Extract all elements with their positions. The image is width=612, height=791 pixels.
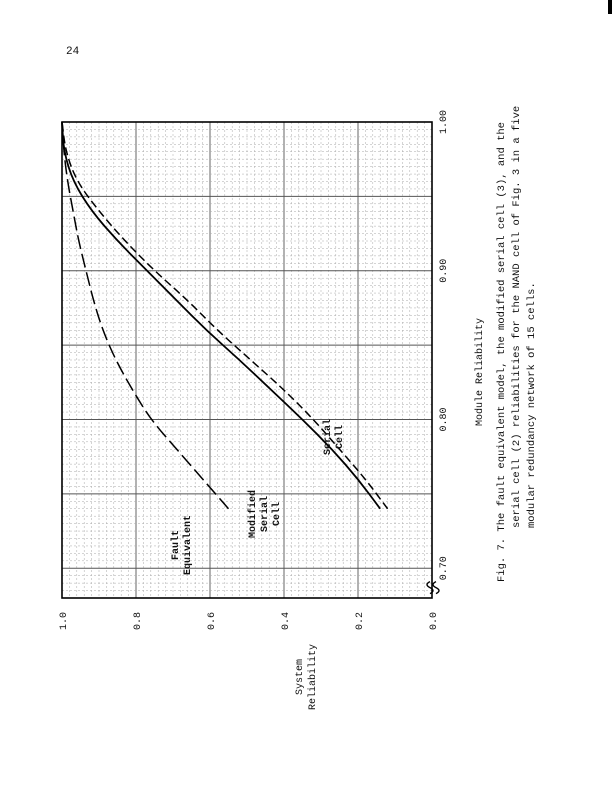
y-axis-label (295, 644, 319, 710)
x-axis-label: Module Reliability (475, 317, 486, 427)
caption-line-1: Fig. 7. The fault equivalent model, the modified serial cell (3), and the (496, 122, 508, 582)
y-tick-label: 0.4 (281, 612, 292, 631)
series-labels (170, 419, 346, 575)
axis-break-mark (427, 582, 439, 594)
x-tick-label: 0.80 (439, 407, 450, 432)
caption-line-2: serial cell (2) reliabilities for the NAND cell of Fig. 3 in a five (511, 105, 523, 528)
y-tick-label: 0.8 (133, 612, 144, 631)
x-tick-label: 0.90 (439, 258, 450, 283)
page-number: 24 (66, 46, 80, 58)
series-label-serial-cell (322, 419, 346, 455)
y-axis-label-line1: System (295, 658, 306, 696)
y-tick-label: 0.6 (207, 612, 218, 631)
series-label-line: Cell (335, 424, 346, 450)
y-tick-label: 0.0 (429, 612, 440, 631)
series-label-line: Cell (272, 501, 283, 527)
series-label-line: Fault (171, 529, 182, 561)
figure-caption (496, 106, 538, 582)
axis-break-symbol (433, 582, 439, 594)
series-label-fault-equivalent (170, 515, 194, 575)
series-label-modified-serial-cell (247, 490, 283, 538)
y-tick-label: 1.0 (59, 612, 70, 631)
x-tick-label: 1.00 (439, 109, 450, 135)
caption-line-3: modular redundancy network of 15 cells. (526, 282, 538, 528)
y-tick-label: 0.2 (355, 612, 366, 631)
y-axis-label-line2: Reliability (308, 643, 319, 711)
grid (62, 122, 432, 598)
series-label-line: Modified (248, 489, 259, 539)
series-label-line: Serial (323, 418, 334, 456)
x-tick-label: 0.70 (439, 556, 450, 581)
series-label-line: Equivalent (183, 514, 194, 576)
series-label-line: Serial (260, 495, 271, 533)
